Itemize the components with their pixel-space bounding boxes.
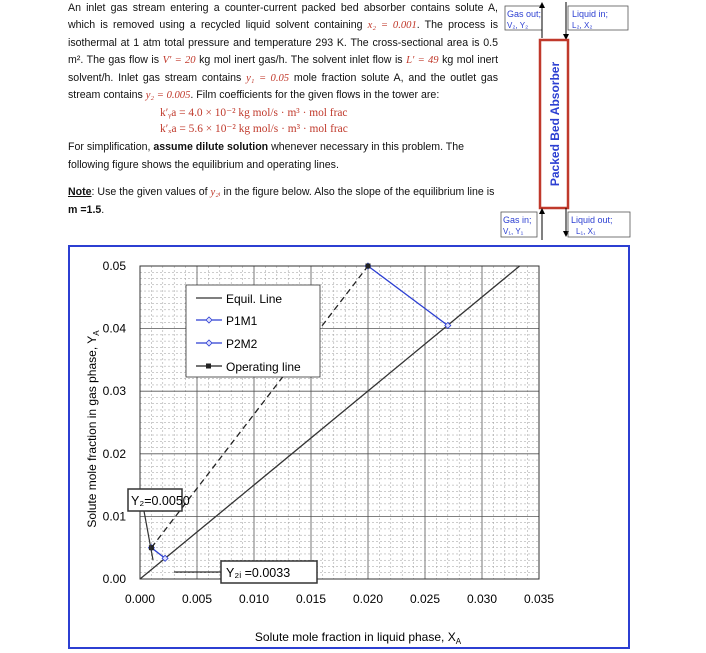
x-tick-label: 0.005 [181, 592, 213, 606]
kxa-coefficient: k′ₓa = 5.6 × 10⁻² kg mol/s · m³ · mol frac [160, 123, 348, 136]
problem-note [68, 184, 498, 219]
x-tick-label: 0.015 [295, 592, 327, 606]
y-axis-title [85, 330, 101, 528]
note-label: Note [68, 186, 92, 199]
equilibrium-chart [68, 245, 630, 649]
x-axis-title [255, 630, 462, 646]
problem-text: kg mol inert gas/h. The solvent inlet flow is [195, 54, 407, 67]
annotation-y2i-label: Y₂ᵢ =0.0033 [226, 566, 291, 580]
y-tick-label: 0.01 [102, 509, 126, 524]
problem-paragraph-1 [68, 0, 498, 104]
problem-text: whenever necessary in this problem. The following figure shows the equilibrium and operating lines. [68, 141, 465, 171]
problem-text: . [101, 203, 105, 216]
x-tick-label: 0.030 [466, 592, 498, 606]
problem-text: For simplification, [68, 141, 154, 154]
gas-in-vars: V₁, Y₁ [503, 227, 524, 236]
problem-text: . The process is isothermal at 1 atm total pressure and temperature 293 K. The cross-sectional area is 0.5 m². The gas flow is [68, 19, 498, 67]
kya-coefficient: k′ᵧa = 4.0 × 10⁻² kg mol/s · m³ · mol frac [160, 107, 348, 120]
annotation-y2-label: Y₂=0.0050 [131, 494, 190, 508]
problem-text: mole fraction solute A, and the outlet gas stream contains [68, 71, 498, 102]
problem-text: An inlet gas stream entering a counter-current packed bed absorber contains solute A, which is removed using a recycled liquid solvent containing [68, 2, 498, 32]
y2i-symbol: y₂ᵢ [210, 187, 221, 199]
gas-flow-value: V′ = 20 [162, 55, 196, 67]
problem-text: : Use the given values of [91, 186, 211, 199]
x-axis-title-sub: A [455, 637, 462, 646]
x-axis-title-text: Solute mole fraction in liquid phase, X [254, 630, 456, 644]
y-tick-label: 0.04 [102, 321, 126, 336]
problem-statement [68, 0, 498, 219]
gas-out-vars: V₂, Y₂ [507, 21, 529, 30]
film-coefficients [68, 105, 498, 137]
x-tick-label: 0.000 [124, 592, 156, 606]
liquid-in-label: Liquid in; [572, 9, 609, 19]
legend [186, 285, 320, 377]
problem-text: kg mol inert solvent/h. Inlet gas stream contains [68, 54, 499, 84]
gas-out-arrowhead [539, 2, 545, 8]
legend-label-p1m1: P1M1 [226, 314, 258, 328]
y-tick-label: 0.03 [102, 384, 126, 399]
y1-value: y₁ = 0.05 [246, 72, 290, 84]
y-axis-title-text: Solute mole fraction in gas phase, Y [85, 335, 99, 528]
liquid-out-label: Liquid out; [571, 215, 613, 225]
annotation-y2i [174, 561, 317, 583]
dilute-assumption: assume dilute solution [153, 141, 269, 154]
problem-paragraph-2 [68, 139, 498, 174]
chart-canvas [70, 247, 628, 647]
y-tick-label: 0.05 [102, 259, 126, 273]
y-tick-label: 0.00 [102, 572, 126, 586]
legend-label-operating: Operating line [226, 360, 301, 374]
slope-value: m =1.5 [68, 203, 102, 216]
tower-title: Packed Bed Absorber [548, 61, 562, 187]
x-tick-label: 0.035 [523, 592, 555, 606]
y-tick-label: 0.02 [102, 446, 126, 461]
legend-label-equil: Equil. Line [226, 292, 283, 306]
annotation-y2 [128, 489, 190, 560]
problem-text: in the figure below. Also the slope of the equilibrium line is [220, 186, 495, 199]
y-axis-title-sub: A [92, 330, 101, 336]
absorber-diagram [498, 0, 706, 240]
liquid-in-vars: L₂, X₂ [572, 21, 593, 30]
gas-in-label: Gas in; [503, 215, 532, 225]
legend-label-p2m2: P2M2 [226, 337, 258, 351]
x-tick-label: 0.025 [409, 592, 441, 606]
x2-value: x₂ = 0.001 [367, 20, 417, 32]
y2-value: y₂ = 0.005 [145, 90, 191, 102]
solvent-flow-value: L′ = 49 [406, 55, 439, 67]
series-line-1 [368, 266, 448, 325]
legend-marker-operating [206, 364, 211, 369]
problem-text: . Film coefficients for the given flows in the tower are: [190, 89, 440, 102]
x-tick-label: 0.020 [352, 592, 384, 606]
x-tick-label: 0.010 [238, 592, 270, 606]
series-point-3 [366, 264, 371, 269]
liquid-out-vars: L₁, X₁ [576, 227, 596, 236]
gas-out-label: Gas out; [507, 9, 542, 19]
